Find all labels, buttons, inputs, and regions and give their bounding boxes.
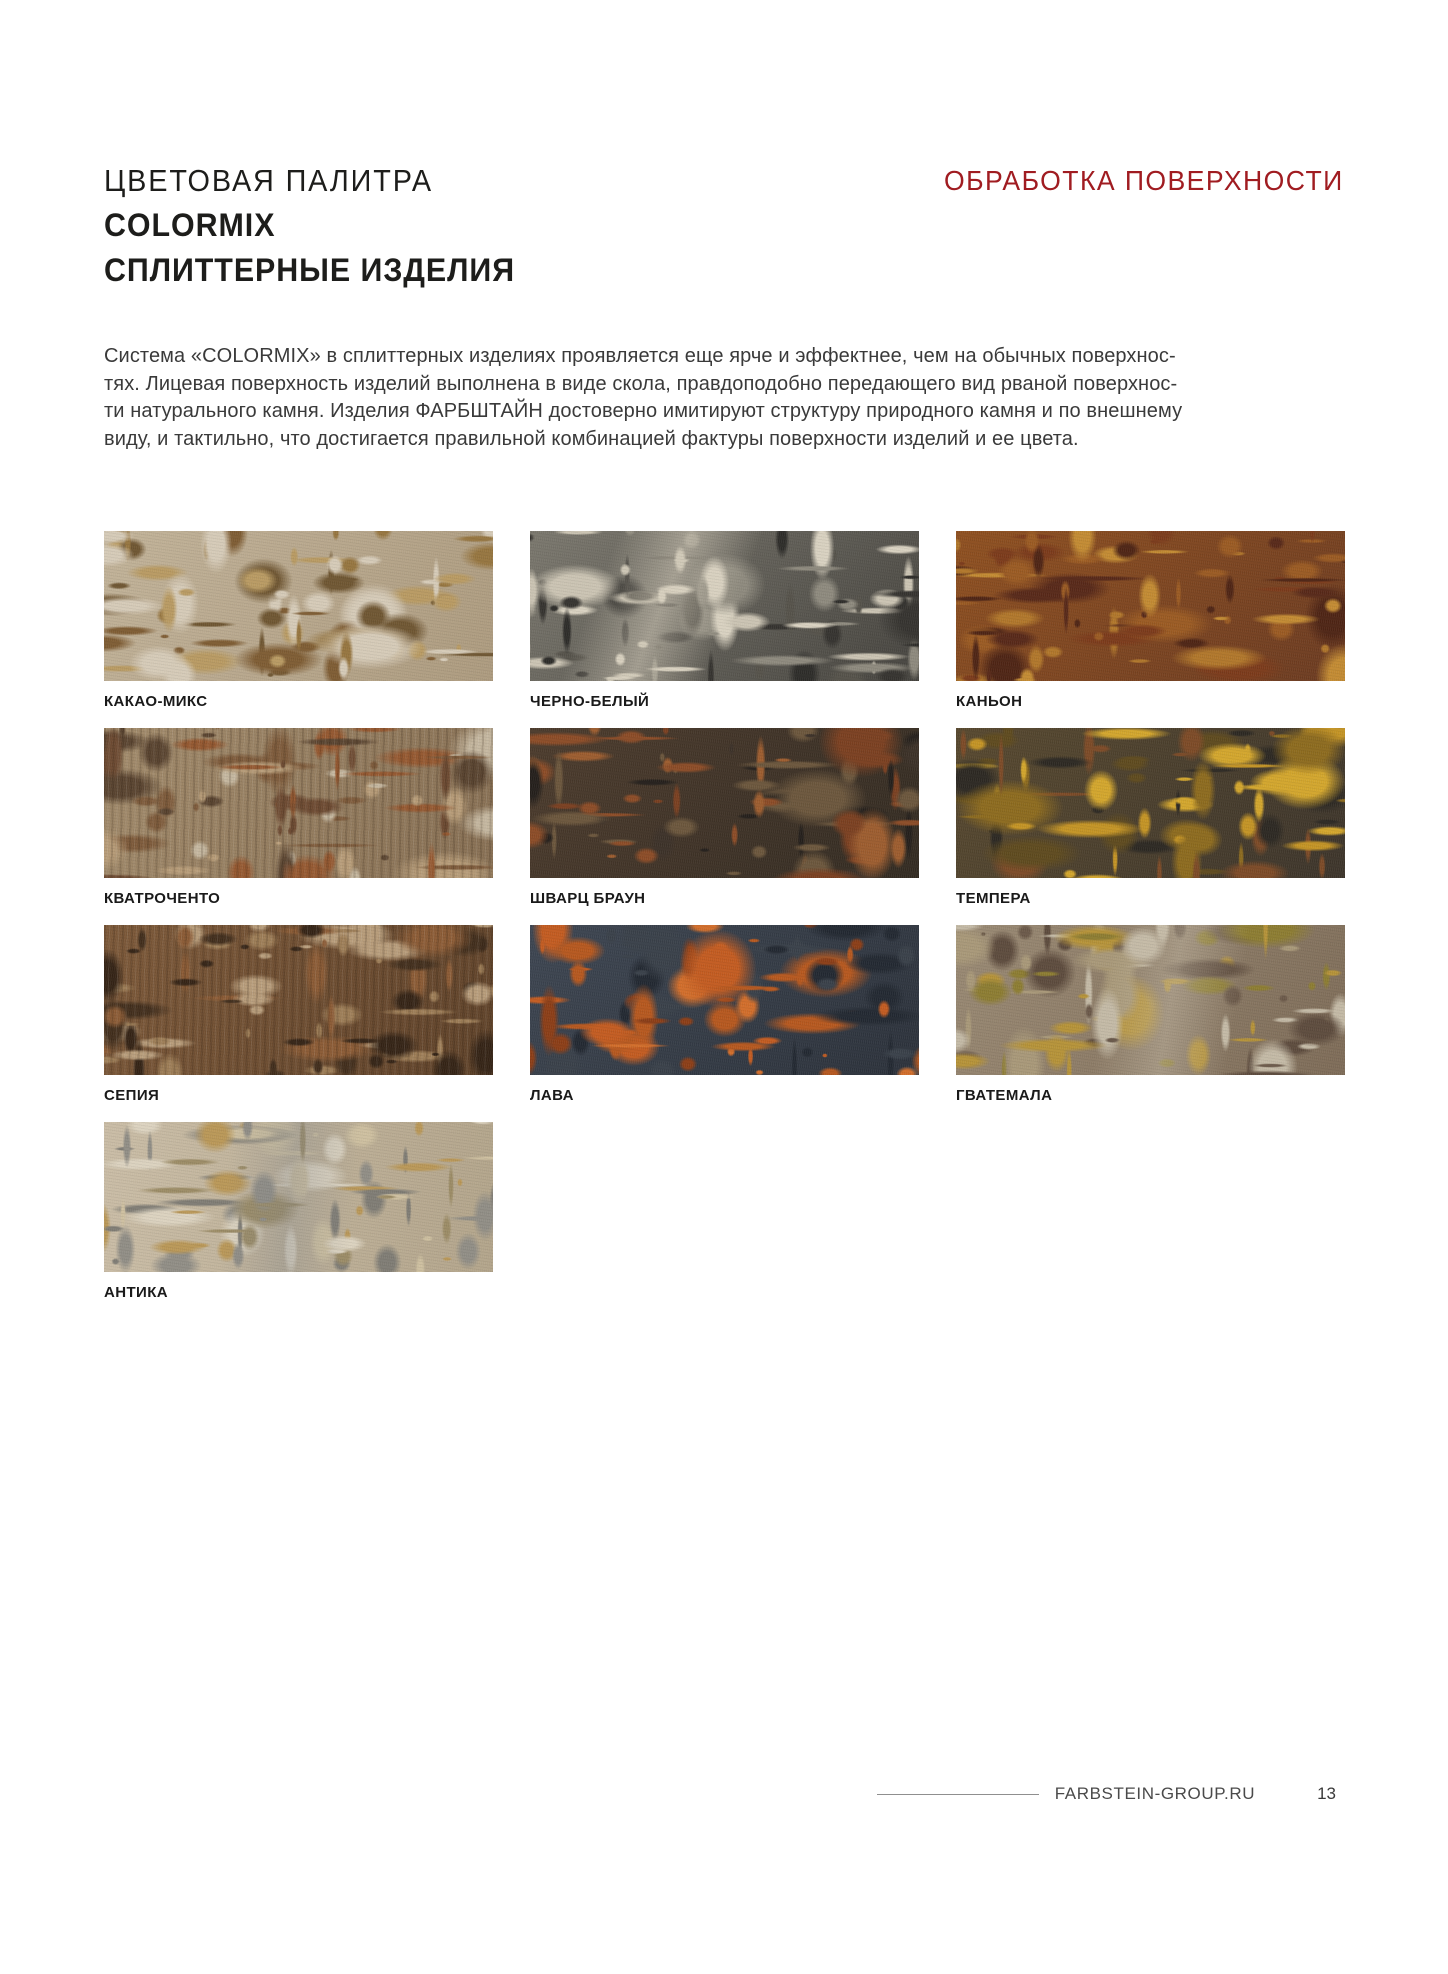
swatch-label: СЕПИЯ (104, 1087, 160, 1104)
swatch-cell (956, 728, 1345, 907)
swatch-image-2 (530, 531, 919, 681)
swatch-image-7 (104, 925, 493, 1075)
swatch-image-9 (956, 925, 1345, 1075)
swatch-image-3 (956, 531, 1345, 681)
swatch-label: ГВАТЕМАЛА (956, 1087, 1053, 1104)
page-title-kicker: ЦВЕТОВАЯ ПАЛИТРА (104, 163, 433, 198)
swatch-cell (104, 531, 493, 710)
swatch-cell (956, 925, 1345, 1104)
page-title-products: СПЛИТТЕРНЫЕ ИЗДЕЛИЯ (104, 252, 516, 288)
intro-line: виду, и тактильно, что достигается правильной комбинацией фактуры поверхности изделий и ее цвета. (104, 427, 1079, 450)
swatch-cell (956, 531, 1345, 710)
swatch-label: ЛАВА (530, 1087, 574, 1104)
swatch-cell (104, 925, 493, 1104)
swatch-image-8 (530, 925, 919, 1075)
footer-rule (877, 1794, 1039, 1795)
swatch-label: КВАТРОЧЕНТО (104, 890, 221, 907)
swatch-label: КАНЬОН (956, 693, 1023, 710)
swatch-cell (530, 531, 919, 710)
page-footer (877, 1784, 1336, 1804)
footer-site-url: FARBSTEIN-GROUP.RU (1054, 1784, 1256, 1803)
swatch-image-6 (956, 728, 1345, 878)
intro-paragraph (104, 343, 1344, 453)
swatch-cell (530, 728, 919, 907)
swatch-label: АНТИКА (104, 1284, 168, 1301)
swatch-image-4 (104, 728, 493, 878)
swatch-image-1 (104, 531, 493, 681)
swatch-label: КАКАО-МИКС (104, 693, 208, 710)
swatch-image-10 (104, 1122, 493, 1272)
page-number: 13 (1317, 1784, 1336, 1803)
swatch-cell (530, 925, 919, 1104)
swatch-label: ЧЕРНО-БЕЛЫЙ (530, 693, 650, 710)
intro-line: ти натурального камня. Изделия ФАРБШТАЙН достоверно имитируют структуру природного камня и по внешнему (104, 400, 1183, 422)
section-label-surface-treatment: ОБРАБОТКА ПОВЕРХНОСТИ (944, 165, 1344, 196)
swatch-image-5 (530, 728, 919, 878)
page-header (104, 0, 1344, 293)
swatch-label: ТЕМПЕРА (956, 890, 1031, 907)
intro-line: тях. Лицевая поверхность изделий выполнена в виде скола, правдоподобно передающего вид рваной поверхнос- (104, 372, 1178, 395)
title-block (104, 158, 537, 293)
intro-line: Система «COLORMIX» в сплиттерных изделиях проявляется еще ярче и эффектнее, чем на обычных поверхнос- (104, 345, 1176, 367)
swatch-grid (104, 531, 1344, 1301)
swatch-cell (104, 1122, 493, 1301)
swatch-cell (104, 728, 493, 907)
swatch-label: ШВАРЦ БРАУН (530, 890, 646, 907)
page-title-brand: COLORMIX (104, 207, 276, 243)
